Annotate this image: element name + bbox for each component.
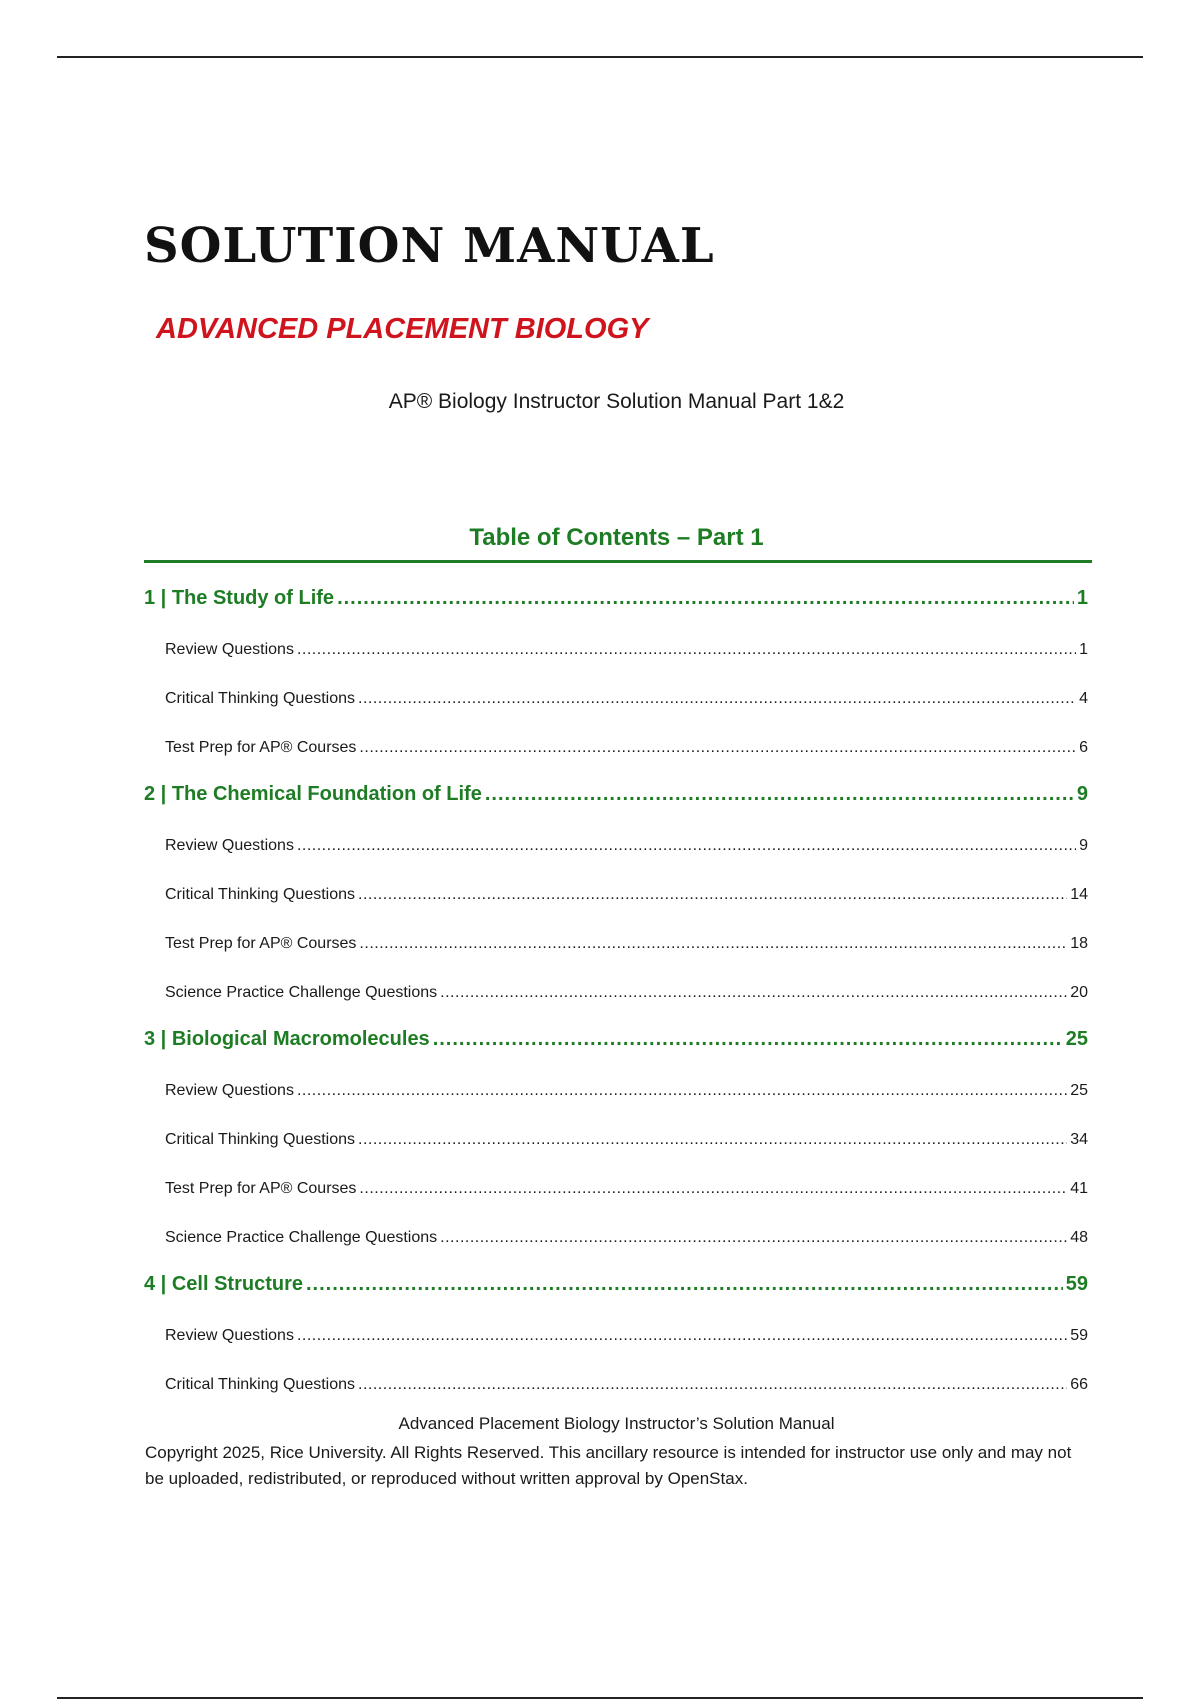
dot-leader — [297, 625, 1076, 674]
toc-section[interactable] — [144, 1115, 1088, 1164]
toc-section[interactable] — [144, 919, 1088, 968]
top-rule — [57, 56, 1143, 58]
toc-section[interactable] — [144, 821, 1088, 870]
toc-section[interactable] — [144, 674, 1088, 723]
bottom-rule — [57, 1697, 1143, 1699]
toc-chapter-label: 3 | Biological Macromolecules — [144, 1028, 430, 1050]
toc-page-number: 25 — [1070, 1082, 1088, 1099]
document-tagline: AP® Biology Instructor Solution Manual Part 1&2 — [388, 390, 845, 413]
footer-copyright: Copyright 2025, Rice University. All Rights Reserved. This ancillary resource is intended for instructor use only and may not be uploaded, redistributed, or reproduced without written approval by OpenStax. — [145, 1443, 1072, 1488]
toc-section[interactable] — [144, 625, 1088, 674]
dot-leader — [433, 1017, 1063, 1062]
toc-divider — [144, 560, 1092, 563]
toc-chapter-label: 1 | The Study of Life — [144, 587, 335, 609]
toc-heading: Table of Contents – Part 1 — [469, 524, 764, 551]
document-title: SOLUTION MANUAL — [144, 218, 715, 274]
footer-title: Advanced Placement Biology Instructor’s Solution Manual — [398, 1414, 835, 1433]
toc-chapter-label: 2 | The Chemical Foundation of Life — [144, 783, 482, 805]
toc-chapter-4[interactable] — [144, 1262, 1088, 1311]
dot-leader — [359, 723, 1076, 772]
toc-section[interactable] — [144, 968, 1088, 1017]
toc-page-number: 25 — [1065, 1028, 1088, 1050]
toc-page-number: 1 — [1079, 641, 1088, 658]
toc-page-number: 59 — [1065, 1273, 1088, 1295]
toc-section-label: Test Prep for AP® Courses — [165, 935, 357, 952]
toc-page-number: 59 — [1070, 1327, 1088, 1344]
toc-section-label: Test Prep for AP® Courses — [165, 739, 357, 756]
toc-page-number: 41 — [1070, 1180, 1088, 1197]
dot-leader — [337, 576, 1074, 621]
toc-page-number: 34 — [1070, 1131, 1088, 1148]
toc-page-number: 48 — [1070, 1229, 1088, 1246]
dot-leader — [297, 1311, 1067, 1360]
toc-section[interactable] — [144, 870, 1088, 919]
toc-section-label: Critical Thinking Questions — [165, 886, 356, 903]
toc-section-label: Critical Thinking Questions — [165, 1131, 356, 1148]
document-subtitle: ADVANCED PLACEMENT BIOLOGY — [156, 313, 649, 345]
dot-leader — [440, 968, 1067, 1017]
toc-page-number: 18 — [1070, 935, 1088, 952]
dot-leader — [297, 1066, 1067, 1115]
toc-section[interactable] — [144, 1066, 1088, 1115]
dot-leader — [359, 1164, 1067, 1213]
dot-leader — [358, 870, 1067, 919]
toc-page-number: 1 — [1076, 587, 1088, 609]
dot-leader — [358, 674, 1076, 723]
dot-leader — [359, 919, 1067, 968]
toc-page-number: 9 — [1079, 837, 1088, 854]
toc-section[interactable] — [144, 1360, 1088, 1409]
dot-leader — [485, 772, 1074, 817]
toc-section-label: Review Questions — [165, 837, 294, 854]
toc-section[interactable] — [144, 1164, 1088, 1213]
dot-leader — [297, 821, 1076, 870]
toc-section-label: Review Questions — [165, 1082, 294, 1099]
toc-section-label: Science Practice Challenge Questions — [165, 984, 438, 1001]
toc-section[interactable] — [144, 723, 1088, 772]
toc-chapter-label: 4 | Cell Structure — [144, 1273, 303, 1295]
toc-chapter-3[interactable] — [144, 1017, 1088, 1066]
dot-leader — [358, 1115, 1067, 1164]
toc-page-number: 9 — [1076, 783, 1088, 805]
toc-page-number: 66 — [1070, 1376, 1088, 1393]
toc-chapter-2[interactable] — [144, 772, 1088, 821]
table-of-contents — [144, 576, 1088, 1409]
toc-section-label: Science Practice Challenge Questions — [165, 1229, 438, 1246]
toc-page-number: 20 — [1070, 984, 1088, 1001]
toc-section[interactable] — [144, 1213, 1088, 1262]
toc-chapter-1[interactable] — [144, 576, 1088, 625]
dot-leader — [306, 1262, 1063, 1307]
toc-page-number: 14 — [1070, 886, 1088, 903]
dot-leader — [358, 1360, 1067, 1409]
toc-section-label: Critical Thinking Questions — [165, 690, 356, 707]
toc-section-label: Critical Thinking Questions — [165, 1376, 356, 1393]
toc-page-number: 6 — [1079, 739, 1088, 756]
toc-section-label: Review Questions — [165, 641, 294, 658]
toc-page-number: 4 — [1079, 690, 1088, 707]
dot-leader — [440, 1213, 1067, 1262]
toc-section-label: Review Questions — [165, 1327, 294, 1344]
toc-section-label: Test Prep for AP® Courses — [165, 1180, 357, 1197]
toc-section[interactable] — [144, 1311, 1088, 1360]
